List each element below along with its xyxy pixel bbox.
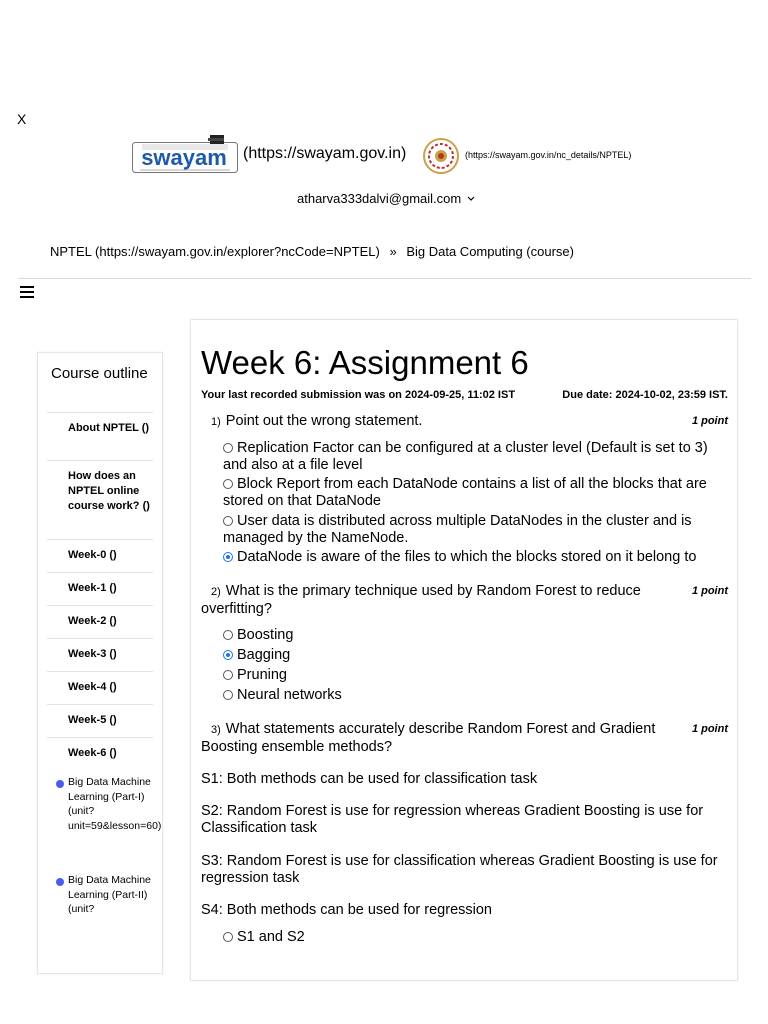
user-menu[interactable] xyxy=(297,191,475,206)
q1-option-1[interactable] xyxy=(223,440,728,474)
sidebar-item-week-6[interactable] xyxy=(47,737,153,770)
sidebar-item-label: About NPTEL () xyxy=(68,422,150,434)
radio-button[interactable] xyxy=(223,443,233,453)
question-text: Point out the wrong statement. xyxy=(225,413,423,429)
statement-s4: S4: Both methods can be used for regression xyxy=(201,902,492,918)
question-number: 3) xyxy=(211,724,221,736)
breadcrumb-item-nptel[interactable]: NPTEL (https://swayam.gov.in/explorer?ncCode=NPTEL) xyxy=(50,244,380,259)
sidebar-item-week-0[interactable] xyxy=(47,539,153,572)
option-label: Bagging xyxy=(237,647,291,663)
question-3-text xyxy=(201,721,676,755)
sidebar-item-label: How does an NPTEL online course work? () xyxy=(68,470,150,512)
swayam-link[interactable]: (https://swayam.gov.in) xyxy=(243,145,407,162)
sidebar-item-label: Week-4 () xyxy=(68,681,117,693)
radio-button[interactable] xyxy=(223,690,233,700)
sidebar-item-label: Week-6 () xyxy=(68,747,117,759)
sidebar-subitem-big-data-ml-part-2[interactable] xyxy=(56,873,156,917)
logo-row xyxy=(132,134,652,174)
option-label: User data is distributed across multiple DataNodes in the cluster and is managed by the NameNode. xyxy=(223,513,692,546)
breadcrumb-separator: » xyxy=(389,244,397,259)
option-label: Neural networks xyxy=(237,687,342,703)
assignment-panel xyxy=(190,319,738,981)
q1-option-2[interactable] xyxy=(223,476,728,510)
sidebar-item-week-4[interactable] xyxy=(47,671,153,704)
q2-option-1[interactable] xyxy=(223,627,728,644)
swayam-logo[interactable] xyxy=(132,134,238,174)
statement-s3: S3: Random Forest is use for classification whereas Gradient Boosting is use for regression task xyxy=(201,853,718,886)
question-3-points: 1 point xyxy=(691,723,728,735)
q2-option-3[interactable] xyxy=(223,667,728,684)
q2-option-4[interactable] xyxy=(223,687,728,704)
sidebar-subitem-big-data-ml-part-1[interactable] xyxy=(56,775,162,833)
radio-button[interactable] xyxy=(223,630,233,640)
sidebar-item-label: Week-1 () xyxy=(68,582,117,594)
bullet-dot-icon xyxy=(56,780,64,788)
question-1-points: 1 point xyxy=(691,415,728,427)
sidebar-title: Course outline xyxy=(51,365,148,382)
swayam-logo-text: swayam xyxy=(141,145,227,170)
q3-option-1[interactable] xyxy=(223,929,728,946)
divider xyxy=(18,278,751,279)
q1-option-4[interactable] xyxy=(223,549,728,566)
question-2-points: 1 point xyxy=(691,585,728,597)
sidebar-item-week-1[interactable] xyxy=(47,572,153,605)
nptel-link[interactable]: (https://swayam.gov.in/nc_details/NPTEL) xyxy=(465,150,632,160)
statement-s2: S2: Random Forest is use for regression whereas Gradient Boosting is use for Classification task xyxy=(201,803,704,836)
page-title: Week 6: Assignment 6 xyxy=(201,344,529,381)
radio-button[interactable] xyxy=(223,670,233,680)
user-email: atharva333dalvi@gmail.com xyxy=(297,191,462,206)
bullet-dot-icon xyxy=(56,878,64,886)
q1-option-3[interactable] xyxy=(223,513,728,547)
question-1-text xyxy=(201,413,676,431)
last-submission-info: Your last recorded submission was on 2024-09-25, 11:02 IST xyxy=(201,389,516,401)
due-date: Due date: 2024-10-02, 23:59 IST. xyxy=(562,389,728,401)
sidebar-subitem-label: Big Data Machine Learning (Part-II) (unit? xyxy=(68,874,151,916)
question-2-text xyxy=(201,583,676,617)
breadcrumb xyxy=(50,244,574,259)
nptel-logo[interactable] xyxy=(422,138,460,174)
option-label: S1 and S2 xyxy=(237,929,305,945)
sidebar-item-label: Week-2 () xyxy=(68,615,117,627)
sidebar-item-week-2[interactable] xyxy=(47,605,153,638)
close-button[interactable]: X xyxy=(17,111,27,127)
option-label: Block Report from each DataNode contains a list of all the blocks that are stored on that DataNode xyxy=(223,476,707,509)
sidebar-subitem-label: Big Data Machine Learning (Part-I) (unit?unit=59&lesson=60) xyxy=(68,776,162,832)
question-text: What is the primary technique used by Random Forest to reduce overfitting? xyxy=(201,583,641,617)
sidebar-item-label: Week-5 () xyxy=(68,714,117,726)
radio-button[interactable] xyxy=(223,932,233,942)
option-label: Replication Factor can be configured at a cluster level (Default is set to 3) and also at a file level xyxy=(223,440,708,473)
question-number: 2) xyxy=(211,586,221,598)
option-label: Boosting xyxy=(237,627,294,643)
radio-button-selected[interactable] xyxy=(223,650,233,660)
statement-s1: S1: Both methods can be used for classification task xyxy=(201,771,538,787)
question-number: 1) xyxy=(211,416,221,428)
sidebar-item-how-it-works[interactable] xyxy=(47,460,153,539)
breadcrumb-item-course[interactable]: Big Data Computing (course) xyxy=(406,244,574,259)
question-text: What statements accurately describe Random Forest and Gradient Boosting ensemble methods? xyxy=(201,721,656,755)
sidebar-item-week-5[interactable] xyxy=(47,704,153,737)
chevron-down-icon xyxy=(467,196,475,202)
radio-button[interactable] xyxy=(223,516,233,526)
hamburger-menu-icon[interactable] xyxy=(18,285,36,299)
sidebar-item-week-3[interactable] xyxy=(47,638,153,671)
radio-button-selected[interactable] xyxy=(223,552,233,562)
option-label: Pruning xyxy=(237,667,287,683)
course-outline-sidebar xyxy=(37,352,163,974)
sidebar-item-about-nptel[interactable] xyxy=(47,412,153,459)
radio-button[interactable] xyxy=(223,479,233,489)
option-label: DataNode is aware of the files to which the blocks stored on it belong to xyxy=(237,549,697,565)
q2-option-2[interactable] xyxy=(223,647,728,664)
sidebar-item-label: Week-0 () xyxy=(68,549,117,561)
sidebar-item-label: Week-3 () xyxy=(68,648,117,660)
